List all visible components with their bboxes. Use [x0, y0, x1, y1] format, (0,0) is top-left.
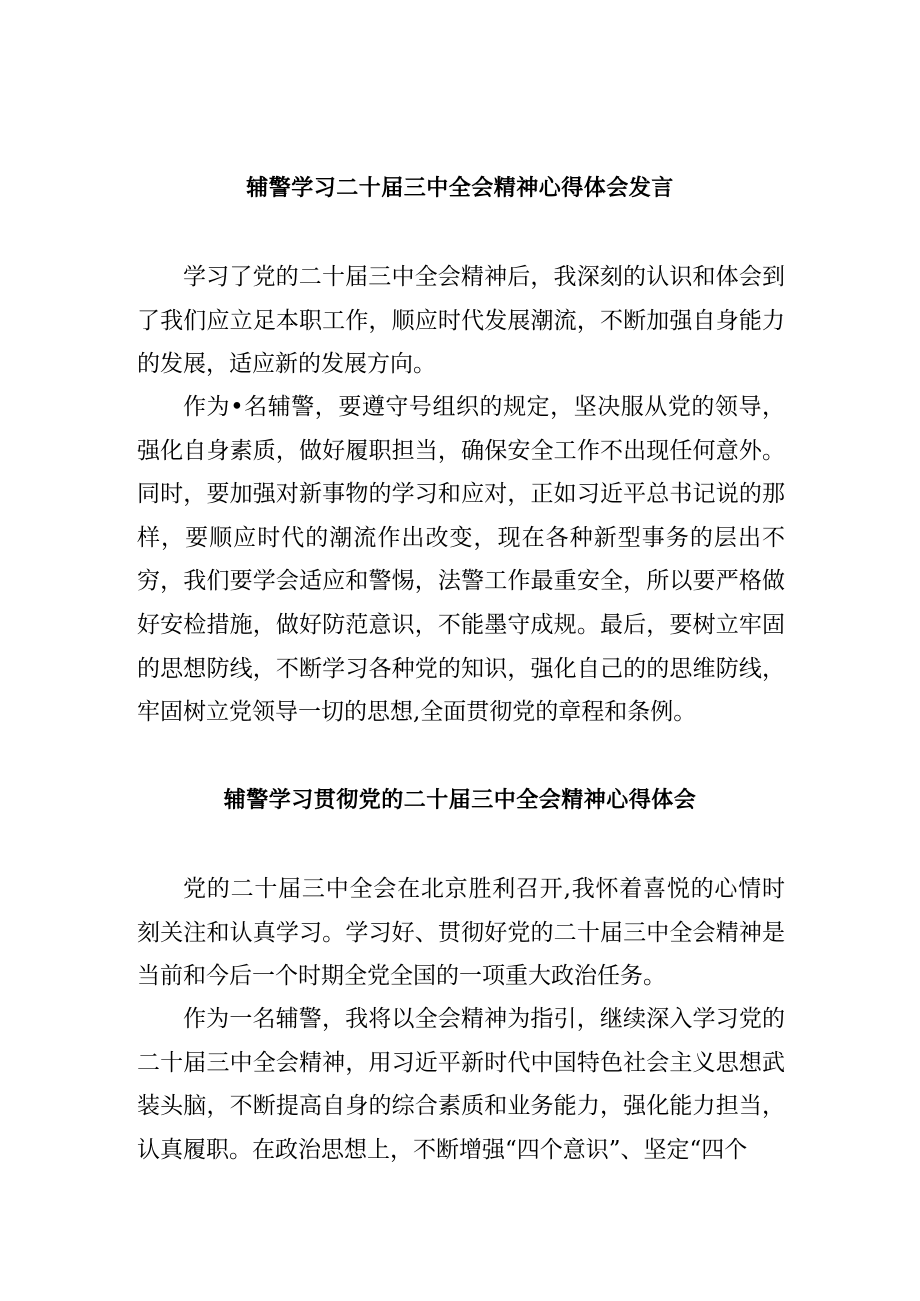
section-2-paragraph-2: 作为一名辅警，我将以全会精神为指引，继续深入学习党的二十届三中全会精神，用习近平新时代中国特色社会主义思想武装头脑，不断提高自身的综合素质和业务能力，强化能力担当，认真履职。在政治思想上，不断增强“四个意识”、坚定“四个 — [137, 1006, 785, 1163]
section-heading-1: 辅警学习二十届三中全会精神心得体会发言 — [246, 176, 674, 201]
section-1-paragraph-1: 学习了党的二十届三中全会精神后，我深刻的认识和体会到了我们应立足本职工作，顺应时代发展潮流，不断加强自身能力的发展，适应新的发展方向。 — [137, 264, 785, 378]
section-1-paragraph-2: 作为•名辅警，要遵守号组织的规定，坚决服从党的领导，强化自身素质，做好履职担当，确保安全工作不出现任何意外。同时，要加强对新事物的学习和应对，正如习近平总书记说的那样，要顺应时代的潮流作出改变，现在各种新型事务的层出不穷，我们要学会适应和警惕，法警工作最重安全，所以要严格做好安检措施，做好防范意识，不能墨守成规。最后，要树立牢固的思想防线，不断学习各种党的知识，强化自己的的思维防线，牢固树立党领导一切的思想,全面贯彻党的章程和条例。 — [137, 394, 785, 726]
section-2-paragraph-1: 党的二十届三中全会在北京胜利召开,我怀着喜悦的心情时刻关注和认真学习。学习好、贯彻好党的二十届三中全会精神是当前和今后一个时期全党全国的一项重大政治任务。 — [137, 876, 785, 990]
section-heading-2: 辅警学习贯彻党的二十届三中全会精神心得体会 — [223, 788, 697, 813]
